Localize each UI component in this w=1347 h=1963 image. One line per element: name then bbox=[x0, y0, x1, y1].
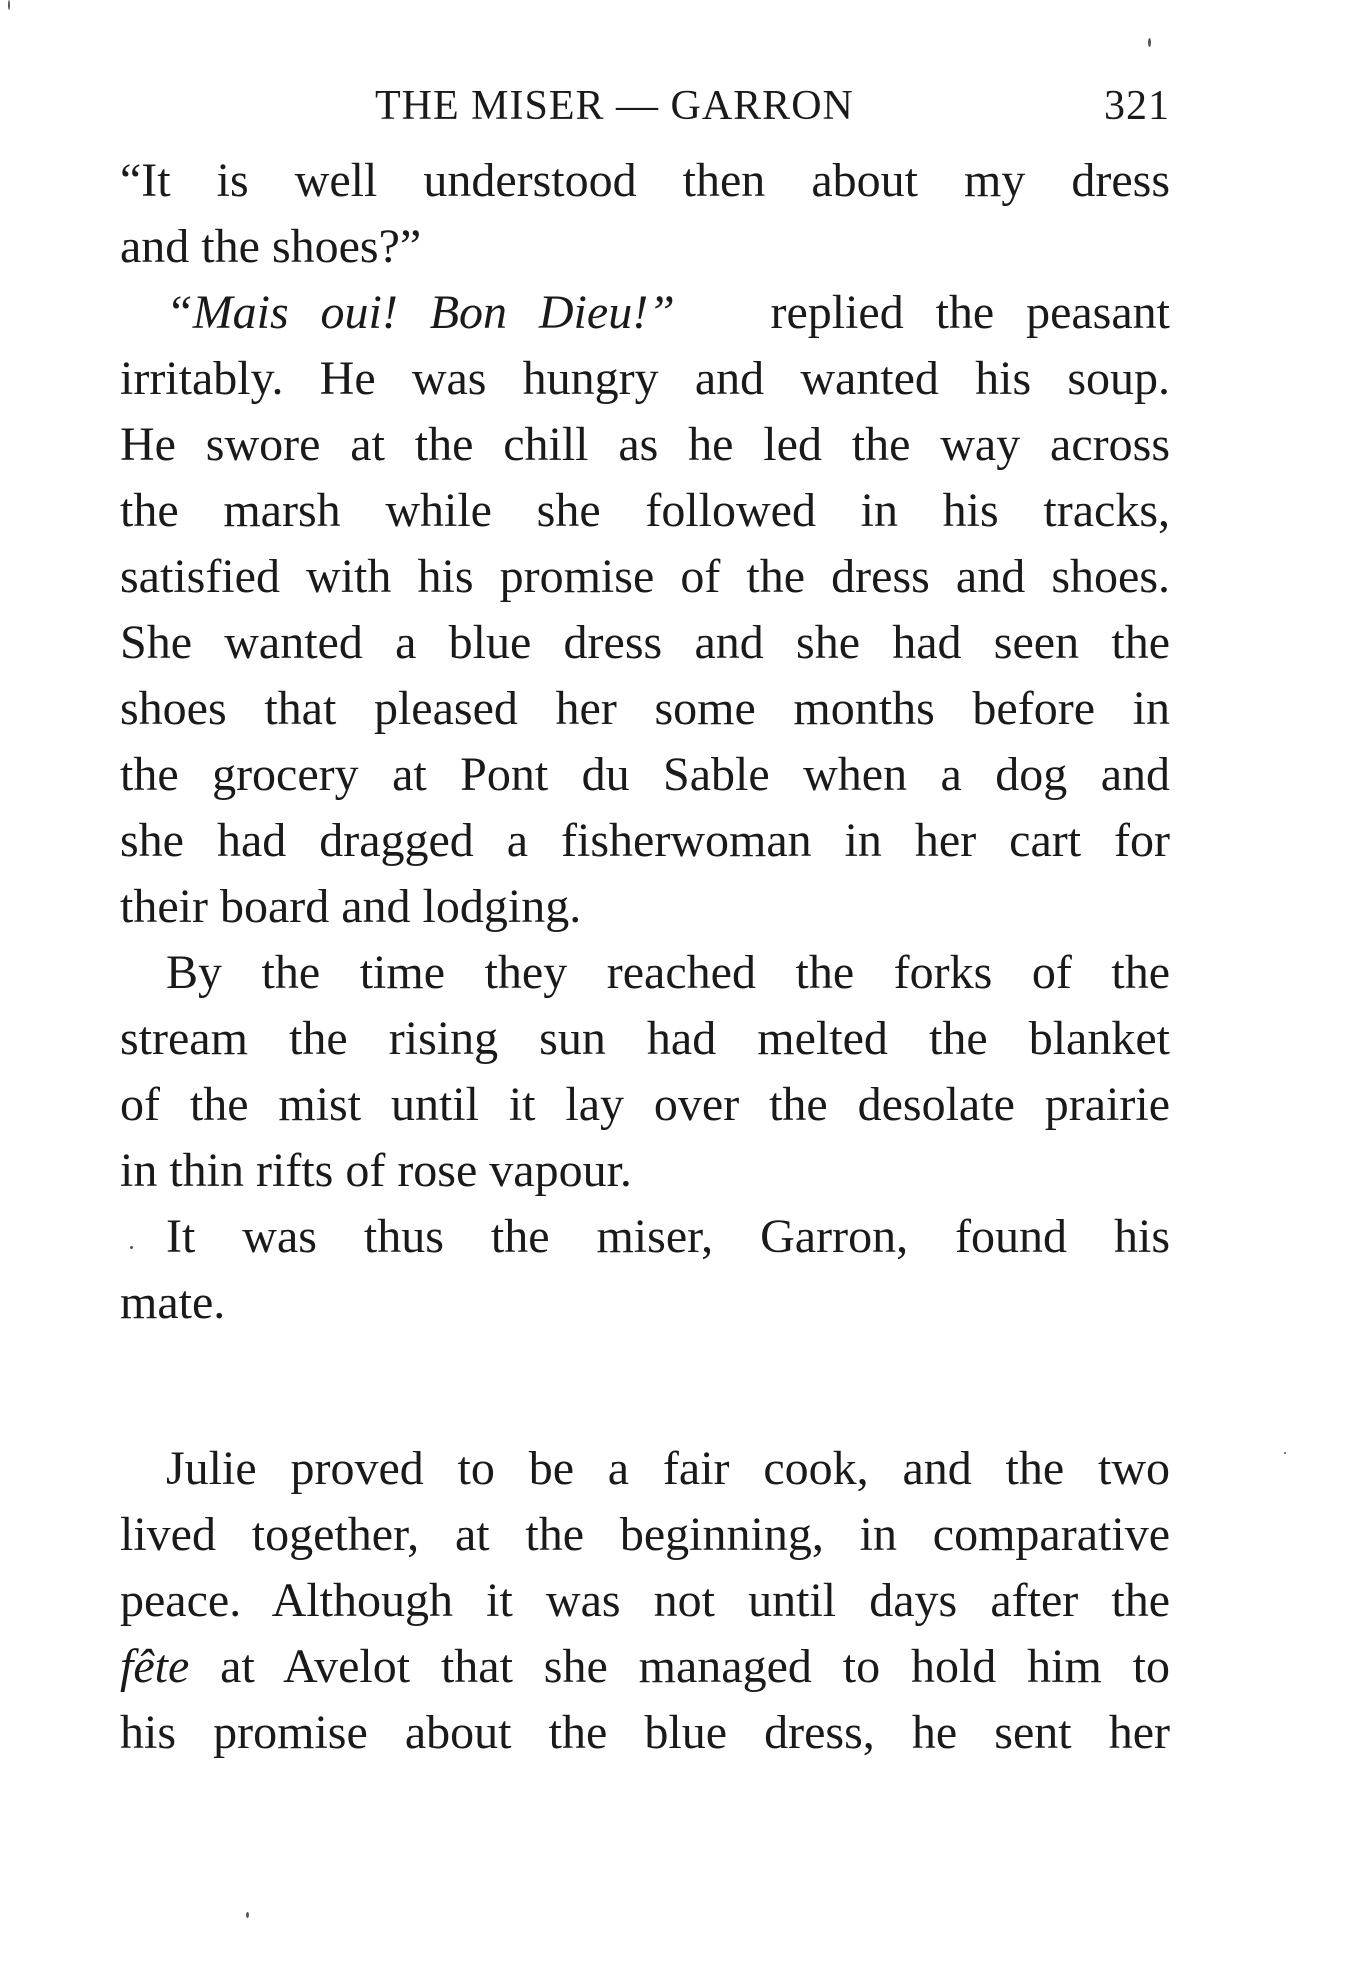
text-line: irritably. He was hungry and wanted his soup. bbox=[120, 352, 1170, 405]
text-line: the grocery at Pont du Sable when a dog and bbox=[120, 748, 1170, 801]
text-line: his promise about the blue dress, he sent her bbox=[120, 1706, 1170, 1759]
text-line: shoes that pleased her some months before in bbox=[120, 682, 1170, 735]
text-line: the marsh while she followed in his tracks, bbox=[120, 484, 1170, 537]
section-break bbox=[120, 1336, 1170, 1436]
body-text bbox=[120, 148, 1170, 1766]
text-line: she had dragged a fisherwoman in her cart for bbox=[120, 814, 1170, 867]
running-title: THE MISER — GARRON bbox=[375, 83, 854, 129]
page-number: 321 bbox=[1104, 83, 1170, 129]
text-fragment: replied the peasant bbox=[770, 286, 1170, 339]
text-line: of the mist until it lay over the desolate prairie bbox=[120, 1078, 1170, 1131]
scan-speck bbox=[1284, 1452, 1286, 1454]
text-line: By the time they reached the forks of the bbox=[166, 946, 1170, 999]
text-line bbox=[120, 280, 1170, 346]
text-line bbox=[120, 1634, 1170, 1700]
scan-speck bbox=[130, 1246, 133, 1249]
text-line: Julie proved to be a fair cook, and the two bbox=[166, 1442, 1170, 1495]
italic-exclamation: “Mais oui! Bon Dieu!” bbox=[166, 286, 675, 339]
italic-word: fête bbox=[120, 1640, 190, 1693]
text-line: in thin rifts of rose vapour. bbox=[120, 1144, 632, 1197]
text-line: mate. bbox=[120, 1276, 226, 1329]
text-line: stream the rising sun had melted the blanket bbox=[120, 1012, 1170, 1065]
text-line: lived together, at the beginning, in comparative bbox=[120, 1508, 1170, 1561]
text-line: “It is well understood then about my dress bbox=[120, 154, 1170, 207]
running-head bbox=[120, 82, 1170, 142]
text-line: and the shoes?” bbox=[120, 220, 422, 273]
scan-speck bbox=[1148, 38, 1151, 47]
text-line: their board and lodging. bbox=[120, 880, 582, 933]
text-line: satisfied with his promise of the dress and shoes. bbox=[120, 550, 1170, 603]
scan-speck bbox=[8, 0, 10, 10]
scan-speck bbox=[246, 1912, 249, 1918]
text-line: He swore at the chill as he led the way across bbox=[120, 418, 1170, 471]
text-line: It was thus the miser, Garron, found his bbox=[166, 1210, 1170, 1263]
text-fragment: at Avelot that she managed to hold him to bbox=[220, 1640, 1171, 1693]
text-line: peace. Although it was not until days after the bbox=[120, 1574, 1170, 1627]
text-line: She wanted a blue dress and she had seen the bbox=[120, 616, 1170, 669]
